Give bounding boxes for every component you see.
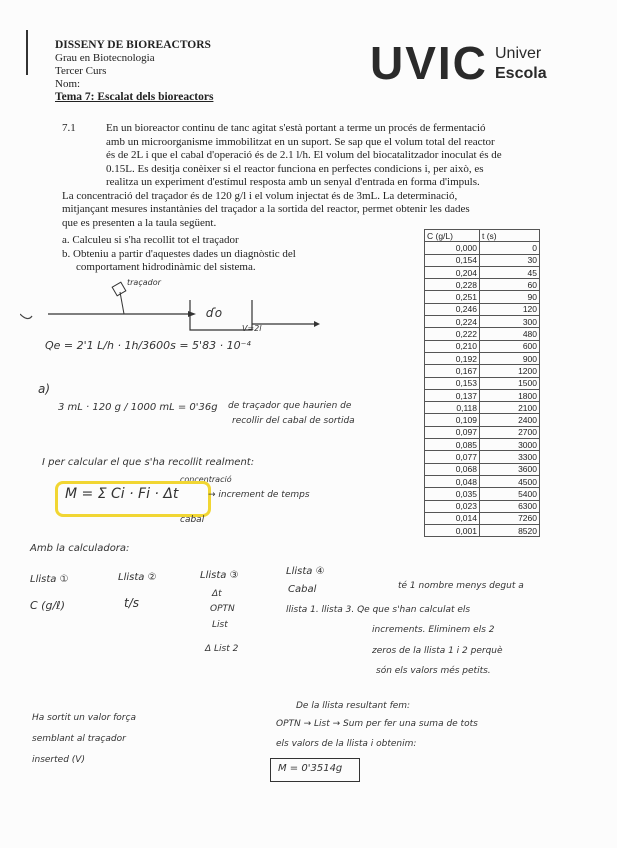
note-line-1: té 1 nombre menys degut a: [398, 581, 524, 591]
reactor-symbol: ɗo: [206, 306, 223, 320]
table-header-c: C (g/L): [425, 230, 480, 242]
logo-uvic-text: UVIC: [370, 37, 488, 89]
table-row: [425, 266, 540, 278]
table-cell-time: 300: [480, 316, 540, 328]
left-note-line-3: inserted (V): [32, 755, 85, 765]
margin-line: [26, 30, 28, 75]
calc-intro: I per calcular el que s'ha recollit realment:: [42, 457, 255, 468]
table-row: [425, 254, 540, 266]
questions: [62, 234, 352, 275]
part-a-label: a): [38, 382, 51, 396]
table-row: [425, 303, 540, 315]
mass-calc: 3 mL · 120 g / 1000 mL = 0'36g: [58, 402, 218, 413]
table-cell-concentration: 0,224: [425, 316, 480, 328]
result-line-3: els valors de la llista i obtenim:: [276, 739, 417, 749]
uvic-logo: [370, 37, 617, 90]
table-cell-time: 1500: [480, 377, 540, 389]
table-cell-concentration: 0,014: [425, 512, 480, 524]
table-cell-concentration: 0,068: [425, 463, 480, 475]
table-cell-time: 7260: [480, 512, 540, 524]
table-cell-time: 4500: [480, 475, 540, 487]
result-line-1: De la llista resultant fem:: [296, 701, 411, 711]
table-cell-time: 1800: [480, 389, 540, 401]
table-cell-time: 120: [480, 303, 540, 315]
table-cell-concentration: 0,048: [425, 475, 480, 487]
table-row: [425, 488, 540, 500]
table-cell-concentration: 0,154: [425, 254, 480, 266]
table-row: [425, 451, 540, 463]
table-row: [425, 316, 540, 328]
para1-line1: En un bioreactor continu de tanc agitat s'està portant a terme un procés de fermentació: [106, 122, 486, 134]
table-cell-concentration: 0,167: [425, 365, 480, 377]
table-cell-concentration: 0,109: [425, 414, 480, 426]
table-cell-concentration: 0,035: [425, 488, 480, 500]
table-row: [425, 242, 540, 254]
table-header-t: t (s): [480, 230, 540, 242]
table-cell-time: 60: [480, 279, 540, 291]
table-cell-time: 45: [480, 266, 540, 278]
table-cell-concentration: 0,204: [425, 266, 480, 278]
table-cell-concentration: 0,251: [425, 291, 480, 303]
time-increment-label: → increment de temps: [208, 490, 310, 500]
table-cell-time: 2100: [480, 402, 540, 414]
table-cell-concentration: 0,228: [425, 279, 480, 291]
list4-content: Cabal: [288, 584, 317, 595]
theme-title: Tema 7: Escalat dels bioreactors: [55, 91, 214, 103]
note-line-4: zeros de la llista 1 i 2 perquè: [372, 646, 503, 656]
tracer-data-table: [424, 229, 540, 537]
volume-label: V=2l: [242, 324, 262, 333]
question-b-line1: b. Obteniu a partir d'aquestes dades un diagnòstic del: [62, 247, 296, 260]
table-row: [425, 340, 540, 352]
list4-label: Llista ④: [286, 566, 325, 577]
list3-content-2: OPTN: [210, 604, 235, 614]
note-line-3: increments. Eliminem els 2: [372, 625, 495, 635]
question-a: a. Calculeu si s'ha recollit tot el traçador: [62, 234, 239, 246]
table-cell-concentration: 0,210: [425, 340, 480, 352]
table-cell-concentration: 0,001: [425, 525, 480, 537]
table-cell-time: 3300: [480, 451, 540, 463]
table-header-row: [425, 230, 540, 242]
mass-desc-2: recollir del cabal de sortida: [232, 416, 355, 426]
table-row: [425, 389, 540, 401]
document-header: [55, 39, 315, 104]
result-value: M = 0'3514g: [278, 763, 343, 774]
left-note-line-1: Ha sortit un valor força: [32, 713, 136, 723]
table-row: [425, 512, 540, 524]
problem-number: 7.1: [62, 122, 76, 134]
mass-formula: M = Σ Ci · Fi · Δt: [65, 486, 179, 502]
table-cell-time: 3000: [480, 439, 540, 451]
para2-line1: La concentració del traçador és de 120 g/l i el volum injectat és de 3mL. La determinació,: [62, 189, 458, 202]
table-cell-concentration: 0,137: [425, 389, 480, 401]
table-row: [425, 475, 540, 487]
table-cell-concentration: 0,077: [425, 451, 480, 463]
table-row: [425, 463, 540, 475]
calculator-intro: Amb la calculadora:: [30, 543, 130, 554]
cabal-label: cabal: [180, 515, 205, 525]
table-cell-concentration: 0,222: [425, 328, 480, 340]
table-row: [425, 439, 540, 451]
problem-statement: [62, 122, 567, 230]
table-row: [425, 291, 540, 303]
list1-content: C (g/ℓ): [30, 599, 65, 612]
table-cell-time: 600: [480, 340, 540, 352]
table-row: [425, 525, 540, 537]
table-cell-time: 2400: [480, 414, 540, 426]
note-line-5: són els valors més petits.: [376, 666, 491, 676]
table-row: [425, 328, 540, 340]
mass-desc-1: de traçador que haurien de: [228, 401, 352, 411]
table-cell-time: 2700: [480, 426, 540, 438]
concentration-label: concentració: [180, 475, 232, 484]
table-cell-time: 5400: [480, 488, 540, 500]
table-cell-concentration: 0,023: [425, 500, 480, 512]
question-b-line2: comportament hidrodinàmic del sistema.: [76, 261, 256, 273]
note-line-2: llista 1. llista 3. Qe que s'han calculat els: [286, 605, 471, 615]
table-row: [425, 426, 540, 438]
list3-content-1: Δt: [212, 589, 222, 599]
logo-line2: Escola: [495, 65, 547, 82]
table-cell-time: 90: [480, 291, 540, 303]
table-cell-concentration: 0,246: [425, 303, 480, 315]
table-cell-time: 6300: [480, 500, 540, 512]
table-row: [425, 377, 540, 389]
list3-content-4: Δ List 2: [205, 644, 239, 654]
table-cell-time: 3600: [480, 463, 540, 475]
table-cell-time: 480: [480, 328, 540, 340]
year: Tercer Curs: [55, 65, 107, 77]
table-cell-concentration: 0,118: [425, 402, 480, 414]
result-line-2: OPTN → List → Sum per fer una suma de tots: [276, 719, 478, 729]
course-title: DISSENY DE BIOREACTORS: [55, 39, 211, 51]
table-row: [425, 365, 540, 377]
para1-line2: amb un microorganisme immobilitzat en un suport. Se sap que el volum total del reactor: [106, 135, 495, 148]
table-cell-concentration: 0,097: [425, 426, 480, 438]
table-row: [425, 279, 540, 291]
list3-content-3: List: [212, 620, 228, 630]
table-row: [425, 500, 540, 512]
list2-content: t/s: [124, 596, 139, 610]
table-row: [425, 414, 540, 426]
table-cell-time: 900: [480, 352, 540, 364]
table-cell-time: 30: [480, 254, 540, 266]
list2-label: Llista ②: [118, 572, 157, 583]
table-cell-concentration: 0,000: [425, 242, 480, 254]
list3-label: Llista ③: [200, 570, 239, 581]
table-row: [425, 402, 540, 414]
para2-line2: mitjançant mesures instantànies del traçador a la sortida del reactor, permet obtenir les dades: [62, 203, 470, 215]
table-cell-time: 1200: [480, 365, 540, 377]
table-cell-concentration: 0,153: [425, 377, 480, 389]
table-cell-time: 0: [480, 242, 540, 254]
table-row: [425, 352, 540, 364]
degree: Grau en Biotecnologia: [55, 52, 155, 64]
table-cell-concentration: 0,085: [425, 439, 480, 451]
para1-line5: realitza un experiment d'estímul resposta amb un senyal d'entrada en forma d'impuls.: [106, 176, 480, 188]
para1-line3: és de 2L i que el cabal d'operació és de 2.1 l/h. El volum del biocatalitzador inoculat és de: [106, 149, 502, 161]
flow-rate-calc: Qe = 2'1 L/h · 1h/3600s = 5'83 · 10⁻⁴: [45, 339, 251, 352]
list1-label: Llista ①: [30, 574, 69, 585]
logo-line1: Univer: [495, 45, 542, 62]
tracador-label: traçador: [127, 278, 161, 287]
left-note-line-2: semblant al traçador: [32, 734, 126, 744]
table-cell-time: 8520: [480, 525, 540, 537]
para1-line4: 0.15L. Es desitja conèixer si el reactor funciona en perfectes condicions i, per això, es: [106, 162, 484, 175]
table-cell-concentration: 0,192: [425, 352, 480, 364]
para2-line3: que es presenten a la taula següent.: [62, 216, 217, 229]
name-label: Nom:: [55, 78, 81, 90]
